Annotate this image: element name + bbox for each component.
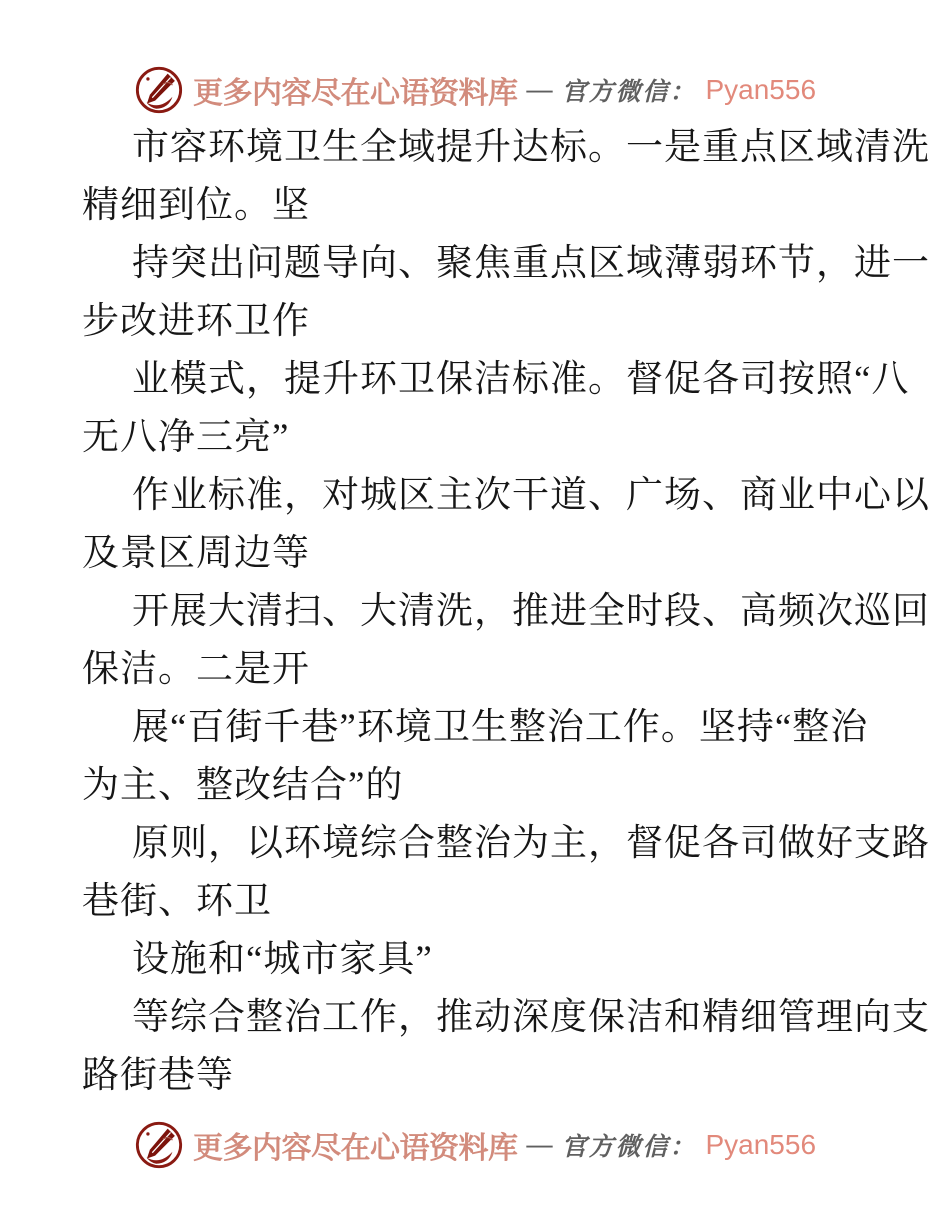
text-line: 展“百街千巷”环境卫生整治工作。坚持“整治 xyxy=(132,707,869,748)
watermark-dash: — xyxy=(526,1130,553,1159)
text-line: 设施和“城市家具” xyxy=(132,939,433,980)
text-line: 市容环境卫生全域提升达标。一是重点区域清洗 xyxy=(132,127,930,168)
watermark-wechat-label: 官方微信： xyxy=(561,79,697,106)
text-line: 原则，以环境综合整治为主，督促各司做好支路 xyxy=(132,823,930,864)
pen-circle-logo-icon xyxy=(134,1119,184,1171)
watermark-wechat-id: Pyan556 xyxy=(705,74,817,105)
text-line: 步改进环卫作 xyxy=(82,301,310,342)
document-body xyxy=(82,119,950,1105)
text-line: 为主、整改结合”的 xyxy=(82,765,404,806)
watermark-brand-text: 更多内容尽在心语资料库 xyxy=(192,77,518,110)
pen-circle-logo-icon xyxy=(134,64,184,116)
text-line: 持突出问题导向、聚焦重点区域薄弱环节，进一 xyxy=(132,243,930,284)
text-line: 路街巷等 xyxy=(82,1055,234,1096)
watermark-brand-text: 更多内容尽在心语资料库 xyxy=(192,1132,518,1165)
watermark-wechat-id: Pyan556 xyxy=(705,1129,817,1160)
text-line: 等综合整治工作，推动深度保洁和精细管理向支 xyxy=(132,997,930,1038)
watermark-wechat-label: 官方微信： xyxy=(561,1134,697,1161)
text-line: 精细到位。坚 xyxy=(82,185,310,226)
text-line: 作业标准，对城区主次干道、广场、商业中心以 xyxy=(132,475,930,516)
text-line: 及景区周边等 xyxy=(82,533,310,574)
watermark-dash: — xyxy=(526,75,553,104)
text-line: 开展大清扫、大清洗，推进全时段、高频次巡回 xyxy=(132,591,930,632)
watermark-header xyxy=(0,0,950,116)
text-line: 保洁。二是开 xyxy=(82,649,310,690)
text-line: 业模式，提升环卫保洁标准。督促各司按照“八 xyxy=(132,359,910,400)
watermark-footer xyxy=(0,1119,950,1171)
text-line: 无八净三亮” xyxy=(82,417,290,458)
text-line: 巷街、环卫 xyxy=(82,881,272,922)
